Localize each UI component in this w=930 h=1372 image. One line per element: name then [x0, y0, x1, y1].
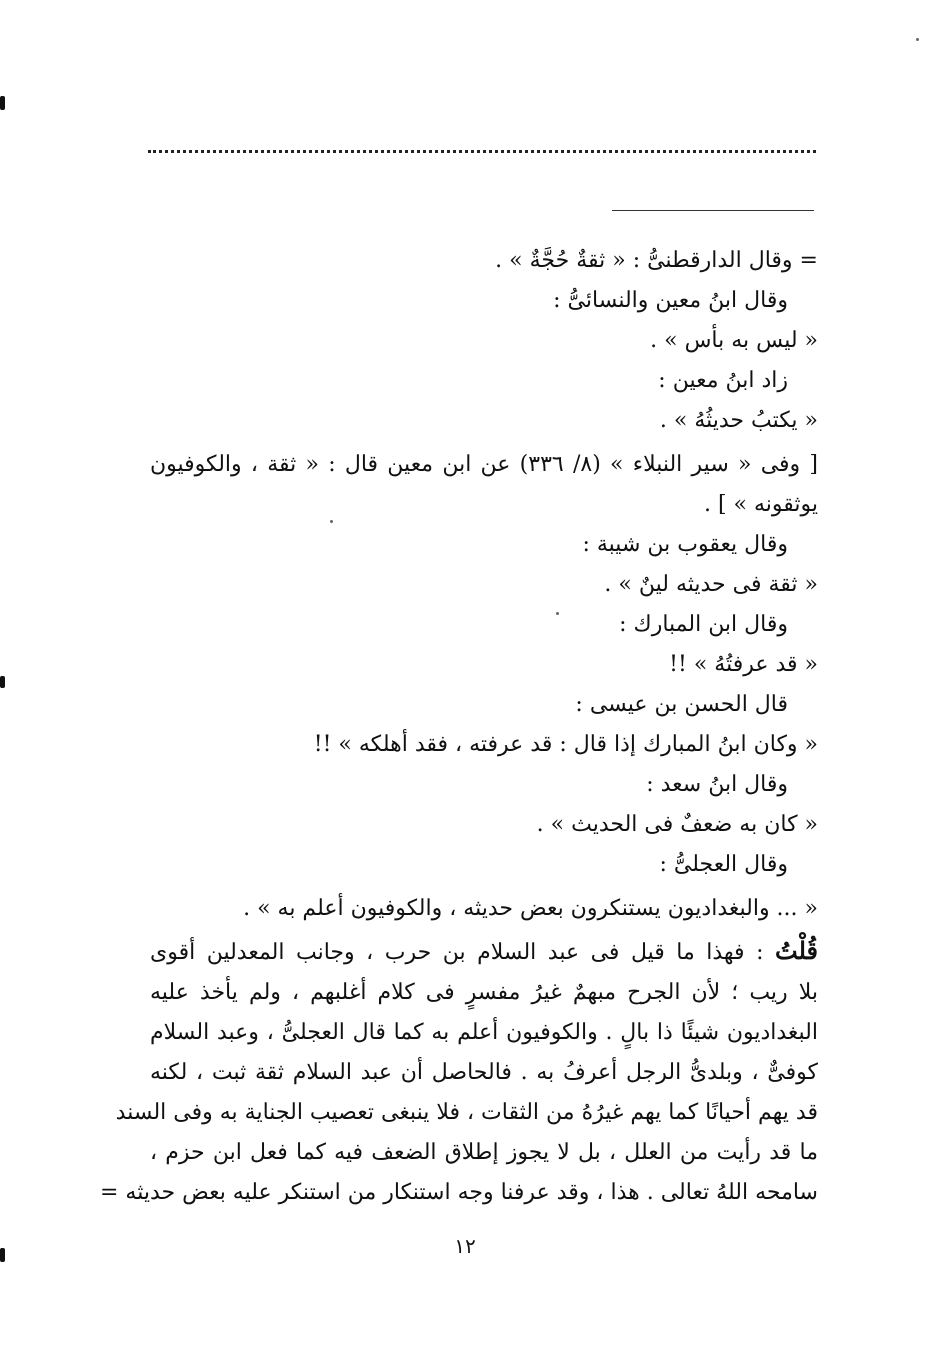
page-number: ١٢: [454, 1234, 476, 1258]
footnote-line: وقال ابنُ معين والنسائىُّ :: [553, 288, 788, 313]
commentary-line: [150, 934, 818, 968]
commentary-line: قد يهم أحيانًا كما يهم غيرُهُ من الثقات ، فلا ينبغى تعصيب الجناية به وفى السند: [115, 1100, 818, 1125]
commentary-line: البغداديون شيئًا ذا بالٍ . والكوفيون أعلم به كما قال العجلىُّ ، وعبد السلام: [150, 1020, 818, 1045]
footnote-line: « قد عرفتُهُ » !!: [669, 652, 818, 677]
scan-speck: [556, 612, 559, 615]
binding-mark: [0, 1248, 5, 1262]
commentary-line: ما قد رأيت من العلل ، بل لا يجوز إطلاق الضعف فيه كما فعل ابن حزم ،: [150, 1140, 818, 1165]
footnote-line: « ... والبغداديون يستنكرون بعض حديثه ، والكوفيون أعلم به » .: [243, 896, 818, 921]
dotted-separator: [148, 150, 816, 153]
scan-speck: [330, 520, 333, 523]
footnote-separator: [612, 210, 814, 211]
commentary-line: بلا ريب ؛ لأن الجرح مبهمٌ غيرُ مفسرٍ فى كلام أغلبهم ، ولم يأخذ عليه: [150, 980, 818, 1005]
footnote-line: وقال ابن المبارك :: [619, 612, 788, 637]
footnote-line: « ليس به بأس » .: [650, 328, 818, 353]
footnote-line: = وقال الدارقطنىُّ : « ثقةٌ حُجَّةٌ » .: [495, 248, 818, 273]
footnote-line: يوثقونه » ] .: [703, 492, 818, 517]
binding-mark: [0, 676, 5, 688]
footnote-line: « يكتبُ حديثُهُ » .: [659, 408, 818, 433]
footnote-line: [ وفى « سير النبلاء » (٨/ ٣٣٦) عن ابن معين قال : « ثقة ، والكوفيون: [150, 452, 818, 477]
footnote-line: « كان به ضعفٌ فى الحديث » .: [536, 812, 818, 837]
scan-speck: [916, 38, 919, 41]
footnote-line: وقال العجلىُّ :: [659, 852, 788, 877]
commentary-line: سامحه اللهُ تعالى . هذا ، وقد عرفنا وجه استنكار من استنكر عليه بعض حديثه =: [100, 1180, 818, 1205]
footnote-line: زاد ابنُ معين :: [658, 368, 788, 393]
binding-mark: [0, 96, 5, 110]
footnote-line: وقال ابنُ سعد :: [646, 772, 788, 797]
footnote-line: « ثقة فى حديثه لينٌ » .: [604, 572, 818, 597]
footnote-line: وقال يعقوب بن شيبة :: [582, 532, 788, 557]
commentary-keyword: قُلْتُ: [775, 936, 818, 965]
commentary-line: كوفىٌّ ، وبلدىُّ الرجل أعرفُ به . فالحاصل أن عبد السلام ثقة ثبت ، لكنه: [150, 1060, 818, 1085]
footnote-line: قال الحسن بن عيسى :: [575, 692, 788, 717]
commentary-first-line-text: : فهذا ما قيل فى عبد السلام بن حرب ، وجانب المعدلين أقوى: [150, 940, 764, 965]
footnote-line: « وكان ابنُ المبارك إذا قال : قد عرفته ، فقد أهلكه » !!: [313, 732, 818, 757]
